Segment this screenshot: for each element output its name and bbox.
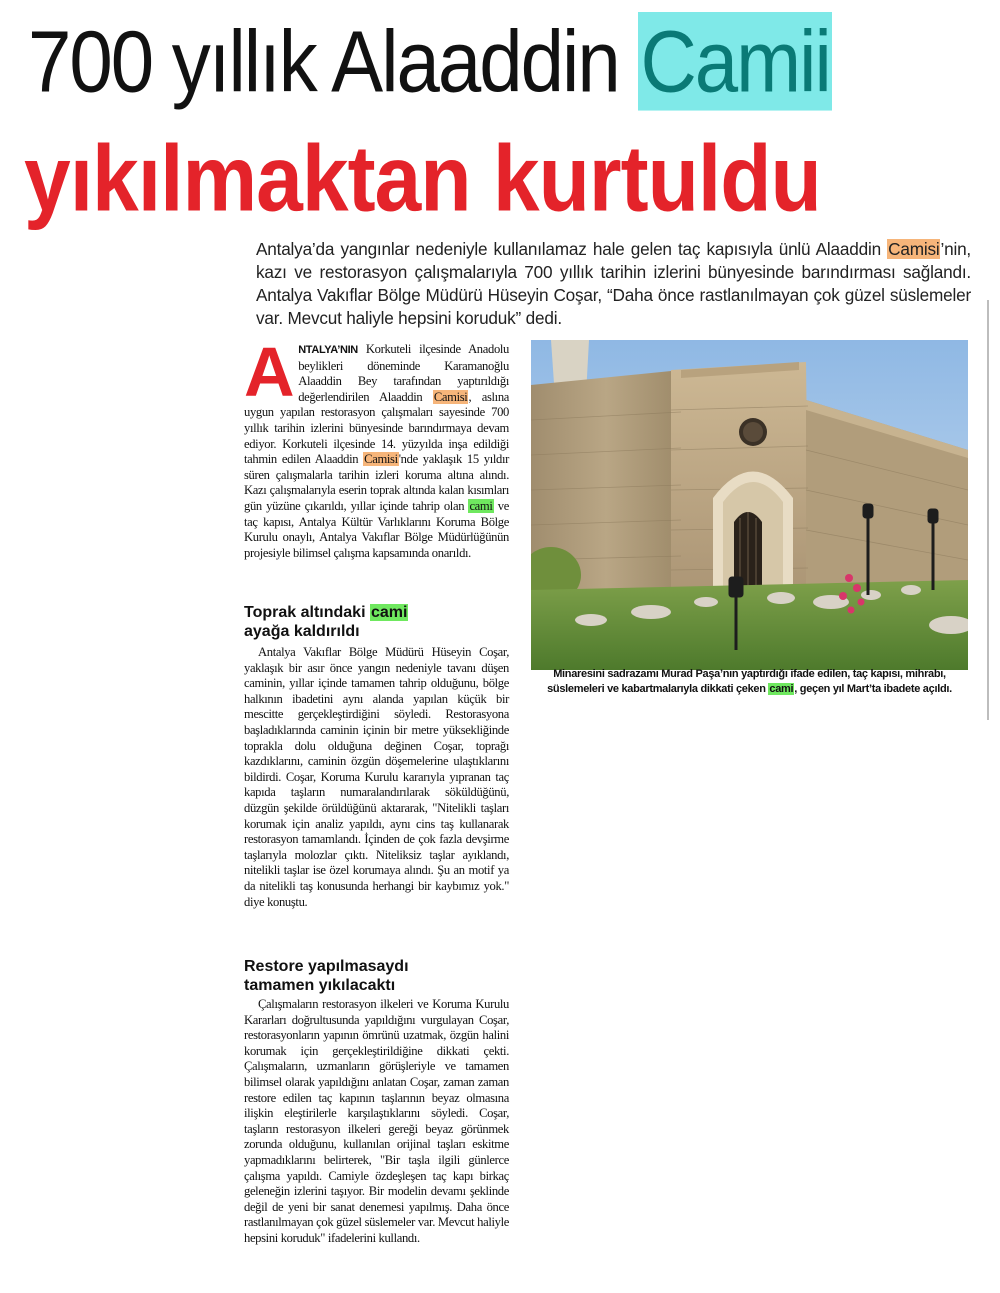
article-intro <box>244 333 510 561</box>
subheading-1 <box>244 603 509 641</box>
subheading-1-highlight: cami <box>370 604 408 621</box>
intro-text-3: 'nde yaklaşık 15 yıldır süren çalışmalarla tarihin izleri koruma altına alındı. Kazı çalışmalarıyla eserin toprak altında kalan kısımları gün yüzüne çıkarıldı, yıllar içinde tahrip olan <box>244 452 509 513</box>
lead-highlight: Camisi <box>888 239 940 259</box>
mosque-illustration <box>531 340 968 670</box>
subheading-2-text-a: Restore yapılmasaydı <box>244 958 409 975</box>
headline-line-2: yıkılmaktan kurtuldu <box>24 125 821 231</box>
caption-text-b: , geçen yıl Mart’ta ibadete açıldı. <box>794 683 952 695</box>
intro-highlight-1: Camisi <box>433 389 468 404</box>
headline-line-1 <box>28 12 988 111</box>
lead-text-2: ’nin, kazı ve restorasyon çalışmalarıyla 700 yıllık tarihin izlerini bünyesinde barındırması sağlandı. Antalya Vakıflar Bölge Müdürü Hüseyin Coşar, “Daha önce rastlanılmayan çok güzel süslemeler var. Mevcut haliyle hepsini koruduk” dedi. <box>256 239 971 328</box>
lead-paragraph <box>256 238 971 330</box>
intro-text-4: ve taç kapısı, Antalya Kültür Varlıklarını Koruma Bölge Kurulu onaylı, Antalya Vakıflar Bölge Müdürlüğünün projesiyle bilimsel çalışma kapsamında onarıldı. <box>244 498 509 560</box>
subheading-2 <box>244 957 509 995</box>
photo-caption <box>531 667 968 697</box>
page-edge-divider <box>987 300 989 720</box>
mosque-photo <box>531 340 968 670</box>
headline-highlight: Camii <box>640 12 830 111</box>
subheading-1-text-a: Toprak altındaki <box>244 604 370 621</box>
drop-cap: A <box>244 333 295 411</box>
intro-text-2: , aslına uygun yapılan restorasyon çalışmaları sayesinde 700 yıllık tarihin izlerini bünyesinde barındırmaya devam ediyor. Korkuteli ilçesinde 14. yüzyılda inşa edildiği tahmin edilen Alaaddin <box>244 389 510 467</box>
intro-text-1: Korkuteli ilçesinde Anadolu beylikleri döneminde Karamanoğlu Alaaddin Bey tarafından yaptırıldığı değerlendirilen Alaaddin <box>298 342 509 404</box>
caption-highlight: cami <box>769 683 794 695</box>
caption-text-a: Minaresini sadrazamı Murad Paşa’nın yaptırdığı ifade edilen, taç kapısı, mihrabı, süslemeleri ve kabartmalarıyla dikkati çeken <box>547 668 946 695</box>
headline-line-1-text: 700 yıllık Alaaddin <box>28 12 639 111</box>
lead-text-1: Antalya’da yangınlar nedeniyle kullanılamaz hale gelen taç kapısıyla ünlü Alaaddin <box>256 239 888 259</box>
intro-highlight-2: Camisi <box>364 452 398 467</box>
section-2-body: Çalışmaların restorasyon ilkeleri ve Koruma Kurulu Kararları doğrultusunda yapıldığını vurgulayan Coşar, restorasyonların yapının ömrünü uzatmak, özgün halini korumak için gerçekleştirildiğine dikkati çekti. Çalışmaların, uzmanların görüşleriyle ve tamamen bilimsel olarak yapıldığını anlatan Coşar, zaman zaman restore edilen taç kapının taşlarının beyaz olmasına ilişkin eleştirilerle karşılaştıklarını söyledi. Coşar, taşların restorasyon ilkeleri gereği beyaz görünmek zorunda olduğunu, kullanılan orijinal taşları eskitme yapmadıklarını belirterek, "Bir taşla ilgili günlerce çalışma yapıldı. Camiyle özdeşleşen taç kapı birkaç geleneğin izlerini taşıyor. Bir modelin devamı şeklinde değil de yeni bir sanat denemesi yapılmış. Daha önce rastlanılmayan çok güzel süslemeler var. Mevcut haliyle hepsini koruduk" ifadelerini kullandı. <box>244 997 509 1245</box>
subheading-1-text-b: ayağa kaldırıldı <box>244 623 360 640</box>
kicker: NTALYA’NIN <box>298 344 358 356</box>
subheading-2-text-b: tamamen yıkılacaktı <box>244 977 396 994</box>
section-1-body: Antalya Vakıflar Bölge Müdürü Hüseyin Coşar, yaklaşık bir asır önce yangın nedeniyle tavanı düşen caminin, yıllar içinde tamamen tahrip olduğunu, bölge halkının ibadetini aynı alanda yapılan küçük bir mescitte gerçekleştirdiğini söyledi. Restorasyona başladıklarında caminin içinin bir metre yüksekliğinde toprakla dolu olduğuna değinen Coşar, toprağı kazdıklarını, caminin özgün döşemelerine ulaştıklarını bildirdi. Coşar, Koruma Kurulu kararıyla yıpranan taç kapıda taşların numaralandırılarak söküldüğünü, düzgün şekilde örüldüğünü aktararak, "Nitelikli taşları korumak için analiz yapıldı, aynı cins taş kullanarak restorasyon tamamlandı. İçinden de çok fazla devşirme taşlarıyla molozlar çıktı. Niteliksiz taşlar ayıklandı, nitelikli taşlar ise özel korumaya alındı. Şu an motif ya da nitelikli taş konusunda herhangi bir kaybımız yok." diye konuştu. <box>244 645 509 909</box>
intro-highlight-3: cami <box>469 498 493 513</box>
